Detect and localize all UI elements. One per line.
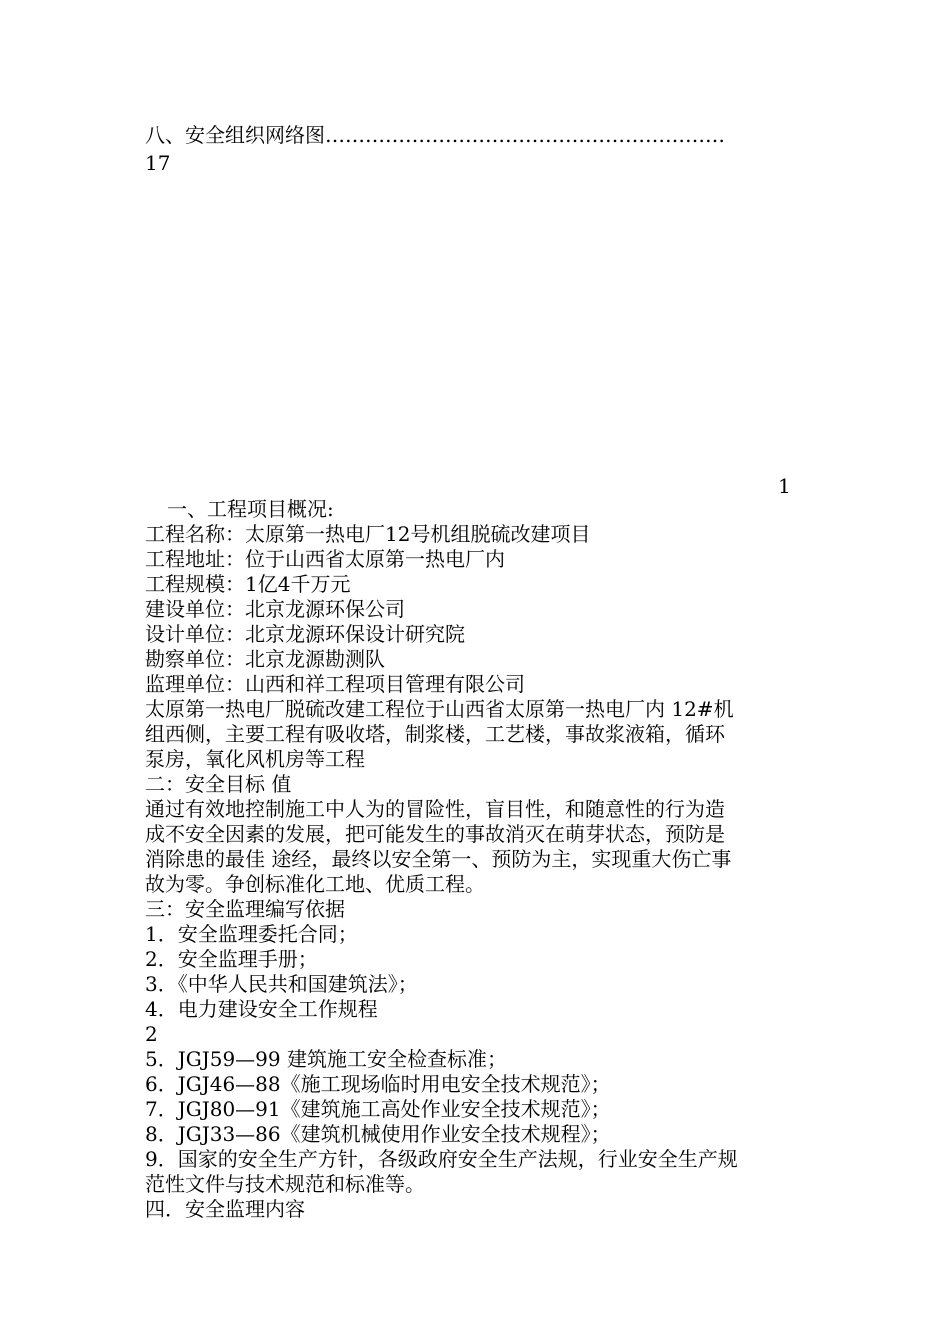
section-heading-safety-goal: 二：安全目标 值: [145, 772, 292, 796]
safety-goal-line: 成不安全因素的发展，把可能发生的事故消灭在萌芽状态，预防是: [145, 822, 725, 846]
basis-item: 6．JGJ46—88《施工现场临时用电安全技术规范》；: [145, 1072, 611, 1096]
basis-item: 范性文件与技术规范和标准等。: [145, 1172, 425, 1196]
basis-item: 2．安全监理手册；: [145, 947, 318, 971]
project-description-line: 组西侧，主要工程有吸收塔，制浆楼，工艺楼，事故浆液箱，循环: [145, 722, 725, 746]
supervisor-unit: 监理单位：山西和祥工程项目管理有限公司: [145, 672, 525, 696]
toc-page-number: 17: [145, 151, 171, 175]
basis-item: 7．JGJ80—91《建筑施工高处作业安全技术规范》；: [145, 1097, 611, 1121]
project-description-line: 泵房，氧化风机房等工程: [145, 747, 365, 771]
project-scale: 工程规模：1亿4千万元: [145, 572, 351, 596]
surveyor-unit: 勘察单位：北京龙源勘测队: [145, 647, 385, 671]
project-description-line: 太原第一热电厂脱硫改建工程位于山西省太原第一热电厂内 12#机: [145, 697, 734, 721]
project-address: 工程地址：位于山西省太原第一热电厂内: [145, 547, 505, 571]
project-name: 工程名称：太原第一热电厂12号机组脱硫改建项目: [145, 522, 591, 546]
toc-entry: 八、安全组织网络图……………………………………………………: [145, 123, 725, 147]
safety-goal-line: 通过有效地控制施工中人为的冒险性，盲目性，和随意性的行为造: [145, 797, 725, 821]
basis-item: 5．JGJ59—99 建筑施工安全检查标准；: [145, 1047, 507, 1071]
safety-goal-line: 故为零。争创标准化工地、优质工程。: [145, 872, 485, 896]
basis-item: 3．《中华人民共和国建筑法》；: [145, 972, 418, 996]
basis-item: 9．国家的安全生产方针，各级政府安全生产法规，行业安全生产规: [145, 1147, 738, 1171]
basis-item: 1．安全监理委托合同；: [145, 922, 358, 946]
designer-unit: 设计单位：北京龙源环保设计研究院: [145, 622, 465, 646]
section-heading-content: 四．安全监理内容: [145, 1197, 305, 1221]
section-heading-overview: 一、工程项目概况:: [167, 497, 334, 521]
builder-unit: 建设单位：北京龙源环保公司: [145, 597, 405, 621]
safety-goal-line: 消除患的最佳 途经，最终以安全第一、预防为主，实现重大伤亡事: [145, 847, 732, 871]
section-heading-basis: 三：安全监理编写依据: [145, 897, 345, 921]
page-number: 1: [778, 474, 791, 498]
page-number: 2: [145, 1022, 158, 1046]
basis-item: 4．电力建设安全工作规程: [145, 997, 378, 1021]
basis-item: 8．JGJ33—86《建筑机械使用作业安全技术规程》；: [145, 1122, 611, 1146]
